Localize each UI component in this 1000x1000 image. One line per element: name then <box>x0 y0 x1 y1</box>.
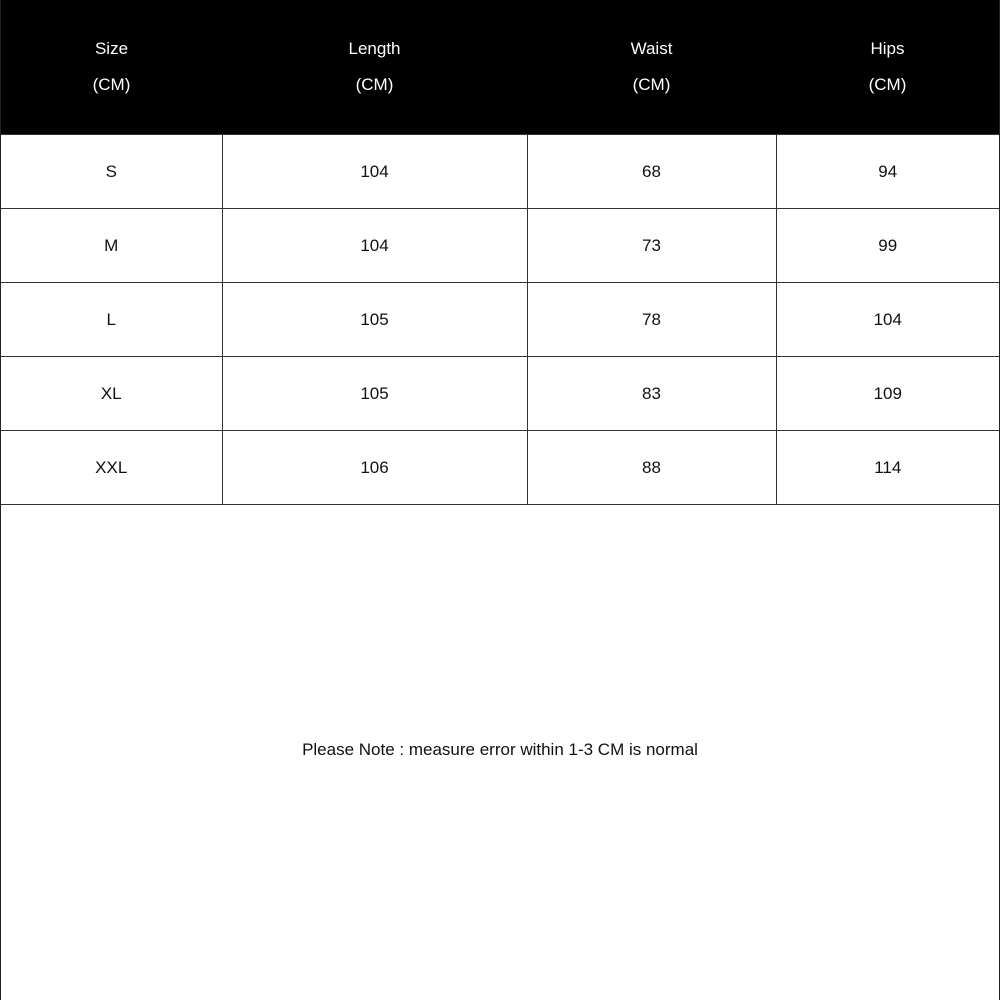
header-label: Size <box>94 39 129 58</box>
size-chart-table <box>1 0 999 505</box>
table-body <box>1 135 999 505</box>
cell-size: XL <box>1 357 222 431</box>
header-waist <box>527 0 776 135</box>
header-label: Waist <box>630 39 673 58</box>
cell-hips: 109 <box>776 357 999 431</box>
header-label: Length <box>348 39 401 58</box>
cell-length: 105 <box>222 357 527 431</box>
cell-hips: 94 <box>776 135 999 209</box>
cell-size: S <box>1 135 222 209</box>
cell-waist: 73 <box>527 209 776 283</box>
table-row <box>1 209 999 283</box>
measurement-note: Please Note : measure error within 1-3 CM is normal <box>302 740 698 759</box>
table-row <box>1 135 999 209</box>
cell-length: 104 <box>222 135 527 209</box>
header-size <box>1 0 222 135</box>
cell-hips: 104 <box>776 283 999 357</box>
header-unit: (CM) <box>868 75 907 94</box>
cell-waist: 88 <box>527 431 776 505</box>
cell-hips: 99 <box>776 209 999 283</box>
cell-waist: 78 <box>527 283 776 357</box>
table-row <box>1 357 999 431</box>
header-length <box>222 0 527 135</box>
cell-length: 105 <box>222 283 527 357</box>
header-unit: (CM) <box>632 75 671 94</box>
cell-size: L <box>1 283 222 357</box>
cell-length: 104 <box>222 209 527 283</box>
header-unit: (CM) <box>92 75 131 94</box>
cell-length: 106 <box>222 431 527 505</box>
table-header <box>1 0 999 135</box>
header-hips <box>776 0 999 135</box>
table-row <box>1 431 999 505</box>
cell-waist: 83 <box>527 357 776 431</box>
cell-waist: 68 <box>527 135 776 209</box>
cell-size: XXL <box>1 431 222 505</box>
table-row <box>1 283 999 357</box>
cell-hips: 114 <box>776 431 999 505</box>
header-label: Hips <box>870 39 905 58</box>
header-row <box>1 0 999 135</box>
header-unit: (CM) <box>355 75 394 94</box>
cell-size: M <box>1 209 222 283</box>
